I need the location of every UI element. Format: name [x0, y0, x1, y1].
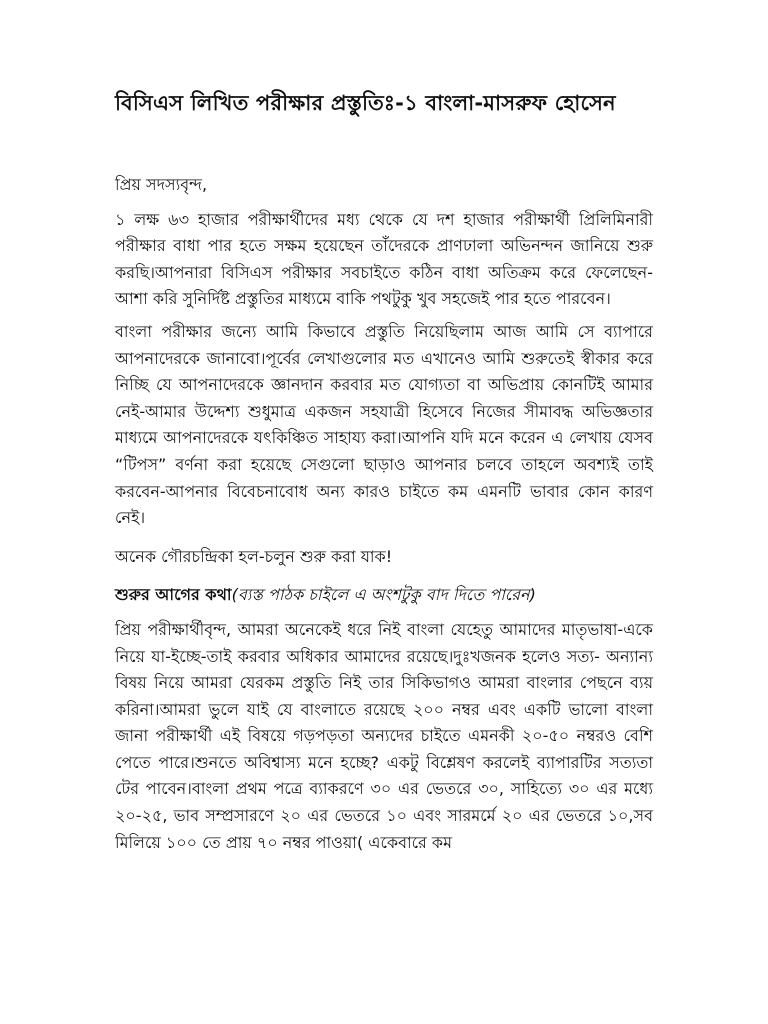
paragraph-mother-tongue: প্রিয় পরীক্ষার্থীবৃন্দ, আমরা অনেকেই ধরে নিই বাংলা যেহেতু আমাদের মাতৃভাষা-একে নিয়ে যা-ইচ্ছে-তাই করবার অধিকার আমাদের রয়েছে।দুঃখজনক হলেও সত্য- অন্যান্য বিষয় নিয়ে আমরা যেরকম প্রস্তুতি নিই তার সিকিভাগও আমরা বাংলার পেছনে ব্যয় করিনা।আমরা ভুলে যাই যে বাংলাতে রয়েছে ২০০ নম্বর এবং একটি ভালো বাংলা জানা পরীক্ষার্থী এই বিষয়ে গড়পড়তা অন্যদের চাইতে এমনকী ২০-৫০ নম্বরও বেশি পেতে পারে।শুনতে অবিশ্বাস্য মনে হচ্ছে? একটু বিশ্লেষণ করলেই ব্যাপারটির সত্যতা টের পাবেন।বাংলা প্রথম পত্রে ব্যাকরণে ৩০ এর ভেতরে ৩০, সাহিত্যে ৩০ এর মধ্যে ২০-২৫, ভাব সম্প্রসারণে ২০ এর ভেতরে ১০ এবং সারমর্মে ২০ এর ভেতরে ১০,সব মিলিয়ে ১০০ তে প্রায় ৭০ নম্বর পাওয়া( একেবারে কম [115, 619, 653, 852]
document-title: বিসিএস লিখিত পরীক্ষার প্রস্তুতিঃ-১ বাংলা-মাসরুফ হোসেন [115, 91, 616, 115]
section-heading-bold: শুরুর আগের কথা [115, 585, 232, 605]
section-heading [115, 582, 653, 609]
paragraph-preparation: বাংলা পরীক্ষার জন্যে আমি কিভাবে প্রস্তুতি নিয়েছিলাম আজ আমি সে ব্যাপারে আপনাদেরকে জানাবো।পূর্বের লেখাগুলোর মত এখানেও আমি শুরুতেই স্বীকার করে নিচ্ছি যে আপনাদেরকে জ্ঞানদান করবার মত যোগ্যতা বা অভিপ্রায় কোনটিই আমার নেই-আমার উদ্দেশ্য শুধুমাত্র একজন সহযাত্রী হিসেবে নিজের সীমাবদ্ধ অভিজ্ঞতার মাধ্যমে আপনাদেরকে যৎকিঞ্চিত সাহায্য করা।আপনি যদি মনে করেন এ লেখায় যেসব “টিপস” বর্ণনা করা হয়েছে সেগুলো ছাড়াও আপনার চলবে তাহলে অবশ্যই তাই করবেন-আপনার বিবেচনাবোধ অন্য কারও চাইতে কম এমনটি ভাবার কোন কারণ নেই। [115, 321, 653, 528]
paragraph-intro: ১ লক্ষ ৬৩ হাজার পরীক্ষার্থীদের মধ্য থেকে যে দশ হাজার পরীক্ষার্থী প্রিলিমিনারী পরীক্ষার বাধা পার হতে সক্ষম হয়েছেন তাঁদেরকে প্রাণঢালা অভিনন্দন জানিয়ে শুরু করছি।আপনারা বিসিএস পরীক্ষার সবচাইতে কঠিন বাধা অতিক্রম করে ফেলেছেন-আশা করি সুনির্দিষ্ট প্রস্তুতির মাধ্যমে বাকি পথটুকু খুব সহজেই পার হতে পারবেন। [115, 209, 653, 309]
salutation: প্রিয় সদস্যবৃন্দ, [115, 175, 208, 194]
section-heading-note: (ব্যস্ত পাঠক চাইলে এ অংশটুকু বাদ দিতে পারেন) [231, 585, 536, 605]
document-body [115, 172, 653, 856]
paragraph-lets-start: অনেক গৌরচন্দ্রিকা হল-চলুন শুরু করা যাক! [115, 546, 393, 566]
